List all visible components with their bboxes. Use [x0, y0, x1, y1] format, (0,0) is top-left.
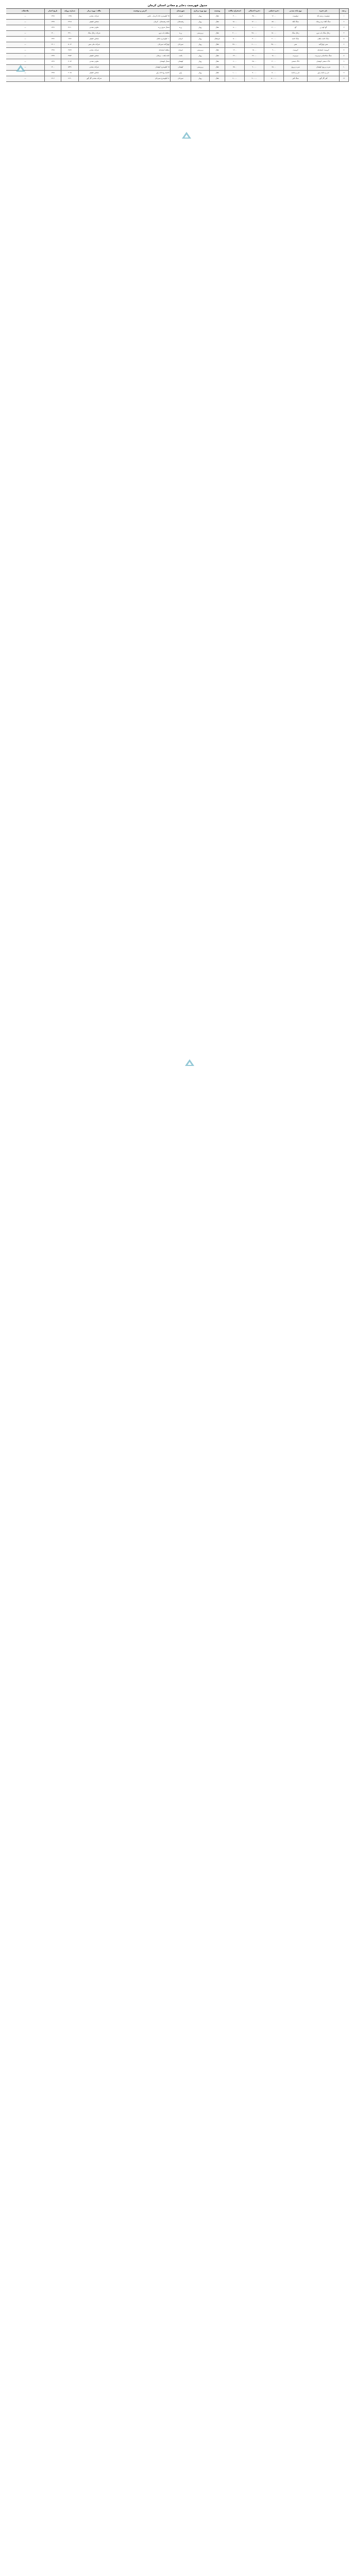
table-cell: منطقه باب نیزو — [110, 31, 171, 37]
table-cell: ۸۵۰۰۰ — [264, 20, 284, 25]
table-cell: شخص حقیقی — [79, 37, 110, 42]
table-cell: ۲۵۰۰۰۰ — [245, 31, 264, 37]
table-cell: خاک صنعتی کوهبنان — [308, 59, 340, 65]
table-cell: گچ کوه زر — [308, 25, 340, 31]
table-cell: ۷۰۰۰۰ — [245, 71, 264, 76]
table-cell: ۱۵ کیلومتری کوهبنان — [110, 65, 171, 71]
table-cell: شرکت معدنی — [79, 14, 110, 20]
table-cell: روباز — [191, 42, 210, 48]
table-cell: ۴۵۰۰۰ — [245, 59, 264, 65]
table-cell: زرند — [171, 25, 191, 31]
table-cell: ۱۰۰۰۰ — [225, 71, 245, 76]
table-cell: زرند — [171, 31, 191, 37]
column-header: نام ذخیره — [308, 9, 340, 14]
table-cell: روباز — [191, 54, 210, 59]
logo-watermark-icon — [182, 132, 191, 139]
table-cell: بافت — [171, 54, 191, 59]
logo-watermark-icon — [16, 65, 25, 72]
table-cell: ۶۵۰۰۰ — [264, 65, 284, 71]
table-cell: ۴ — [340, 31, 349, 37]
table-cell: زغال سنگ باب نیزو — [308, 31, 340, 37]
table-cell: ۱۳۹۹ — [45, 59, 61, 65]
table-cell: کرمان — [171, 14, 191, 20]
table-cell: سیرجان — [171, 42, 191, 48]
table-cell: ۲۶۰۰۰ — [245, 54, 264, 59]
table-cell: ۱۳۹۸ — [45, 48, 61, 54]
table-cell: ۵۳۳۱ — [61, 65, 79, 71]
table-cell: کرومیت اسفندقه — [308, 48, 340, 54]
table-cell: ۷ — [340, 48, 349, 54]
table-cell: ۳۰۰۰۰ — [264, 59, 284, 65]
table-cell: زیرزمینی — [191, 65, 210, 71]
table-cell: کرومیت — [284, 48, 308, 54]
table-row — [6, 59, 349, 65]
table-cell: ۴۰۰۰۰ — [225, 31, 245, 37]
table-cell: — — [6, 48, 45, 54]
table-cell: ۵۰۰۰۰۰ — [264, 76, 284, 82]
table-cell: روباز — [191, 37, 210, 42]
table-cell: سنگ ساختمانی مرمریت — [308, 54, 340, 59]
table-cell: ۵۰۰۰ — [225, 37, 245, 42]
table-cell: فعال — [210, 31, 225, 37]
table-cell: ۱۵۰۰۰ — [225, 20, 245, 25]
table-cell: ۵۰۰۰۰ — [264, 71, 284, 76]
table-row — [6, 48, 349, 54]
table-cell: ۱۳۹۸ — [45, 71, 61, 76]
table-cell: — — [6, 20, 45, 25]
table-cell: ۷۵۰۰ — [225, 65, 245, 71]
table-cell: ۹۰۰۰ — [264, 48, 284, 54]
table-cell: چهارگنبد سیرجان — [110, 42, 171, 48]
table-cell: ۱ — [340, 14, 349, 20]
table-cell: راور — [171, 71, 191, 76]
table-cell: — — [6, 42, 45, 48]
table-cell: ۶۰۰۰ — [225, 59, 245, 65]
table-cell: ۴۰۲۳ — [61, 59, 79, 65]
table-cell: ۳۵۰۰۰ — [245, 14, 264, 20]
table-cell: شخص حقیقی — [79, 71, 110, 76]
table-cell: شرکت ملی مس — [79, 42, 110, 48]
table-header-row — [6, 9, 349, 14]
table-cell: — — [6, 31, 45, 37]
table-cell: شرکت معدنی — [79, 48, 110, 54]
table-cell: سنگ لاشه — [284, 37, 308, 42]
table-cell: شن و ماسه راور — [308, 71, 340, 76]
table-cell: ۳۰۰۰۰ — [245, 37, 264, 42]
table-cell: سیرجان — [171, 76, 191, 82]
table-cell: شن و ماسه — [284, 71, 308, 76]
table-cell: حاشیه رودخانه راور — [110, 71, 171, 76]
table-cell: ۹۰۰۰۰۰ — [245, 76, 264, 82]
table-cell: ۱۲۰۰۰۰ — [245, 20, 264, 25]
table-cell: جاده بافت - بزنجان — [110, 54, 171, 59]
table-row — [6, 76, 349, 82]
column-header: آدرس و موقعیت — [110, 9, 171, 14]
table-body — [6, 14, 349, 82]
table-cell: ۲۵۰۰۰ — [225, 42, 245, 48]
table-row — [6, 25, 349, 31]
table-cell: ۳۵۰۰۰۰ — [264, 42, 284, 48]
table-row — [6, 42, 349, 48]
table-cell: ۶۰۰۰۰ — [225, 76, 245, 82]
table-row — [6, 14, 349, 20]
table-cell: ۱۴۰۰ — [45, 31, 61, 37]
table-cell: مس — [284, 42, 308, 48]
table-cell: روباز — [191, 59, 210, 65]
table-row — [6, 31, 349, 37]
table-cell: ۱۱ — [340, 71, 349, 76]
table-cell: زیرزمینی — [191, 48, 210, 54]
document-sheet — [6, 3, 349, 2568]
table-cell: ۲۰۹۸ — [61, 71, 79, 76]
column-header: ردیف — [340, 9, 349, 14]
table-cell: سنگ آهک — [284, 20, 308, 25]
document-title: جدول فهرست ذخایر و معادن استان کرمان — [147, 4, 208, 7]
table-cell: ۱۵۰۰۰۰ — [264, 31, 284, 37]
column-header: ملاحظات — [6, 9, 45, 14]
table-cell: ۱۵۰۰۰ — [245, 48, 264, 54]
column-header: نوع بهره برداری — [191, 9, 210, 14]
table-cell: — — [6, 59, 45, 65]
table-cell: کوهبنان — [171, 65, 191, 71]
table-cell: ۸۰۰۰ — [225, 25, 245, 31]
table-cell: فعال — [210, 54, 225, 59]
table-cell: ۵ — [340, 37, 349, 42]
table-cell: ۱۸۷۶ — [61, 37, 79, 42]
table-cell: شرکت معدنی — [79, 65, 110, 71]
table-cell: ۱۸۰۰۰ — [264, 54, 284, 59]
table-cell: — — [6, 76, 45, 82]
column-header: شماره پروانه — [61, 9, 79, 14]
table-cell: ۲۵ کیلومتری جاده کرمان - باغین — [110, 14, 171, 20]
table-cell: ۱۲۰۰۰ — [264, 14, 284, 20]
table-cell: زیرزمینی — [191, 31, 210, 37]
table-cell: فعال — [210, 48, 225, 54]
table-cell: ۶۰۰۰۰۰ — [245, 42, 264, 48]
table-cell: ۲۲۰۰ — [225, 54, 245, 59]
table-cell: شرکت زغال سنگ — [79, 31, 110, 37]
table-row — [6, 71, 349, 76]
table-cell: شخص حقیقی — [79, 20, 110, 25]
table-cell: دولومیت — [284, 14, 308, 20]
table-cell: فعال — [210, 59, 225, 65]
table-cell: کوهبنان — [171, 59, 191, 65]
table-cell: شمال شرق زرند — [110, 25, 171, 31]
table-cell: روباز — [191, 76, 210, 82]
table-cell: ۹۰۰۰۰ — [245, 65, 264, 71]
table-cell: گچ — [284, 25, 308, 31]
table-cell: فعال — [210, 76, 225, 82]
table-row — [6, 54, 349, 59]
table-cell: ۴۴۱۰ — [61, 31, 79, 37]
table-cell: ۲۰۰۰۰ — [264, 37, 284, 42]
table-cell: ۳۶۵۴ — [61, 54, 79, 59]
table-cell: ۶ — [340, 42, 349, 48]
table-cell: شمال کوهبنان — [110, 59, 171, 65]
table-cell: — — [6, 71, 45, 76]
table-cell: ۱۴۰۱ — [45, 42, 61, 48]
table-cell: ۳ — [340, 25, 349, 31]
table-cell: — — [6, 14, 45, 20]
table-cell: فعال — [210, 42, 225, 48]
table-cell: تعاونی معدنی — [79, 25, 110, 31]
table-cell: — — [6, 65, 45, 71]
table-cell: خاک صنعتی — [284, 59, 308, 65]
table-cell: سرب و روی — [284, 65, 308, 71]
mines-table — [6, 8, 349, 82]
table-cell: فعال — [210, 20, 225, 25]
table-cell: — — [6, 25, 45, 31]
table-cell: دولومیت رستم آباد — [308, 14, 340, 20]
table-cell: جاده رفسنجان - کرمان — [110, 20, 171, 25]
table-cell: ۱۰ کیلومتری ماهان — [110, 37, 171, 42]
table-cell: ۸ — [340, 54, 349, 59]
table-cell: ۶۱۲۰ — [61, 76, 79, 82]
table-cell: آهن گل گهر — [308, 76, 340, 82]
table-cell: ۱۴۰۰ — [45, 65, 61, 71]
table-cell: روباز — [191, 14, 210, 20]
table-cell: ۱۳۹۷ — [45, 54, 61, 59]
table-cell: رفسنجان — [171, 20, 191, 25]
column-header: شهرستان — [171, 9, 191, 14]
table-cell: زغال سنگ — [284, 31, 308, 37]
table-cell: ۱۲ — [340, 76, 349, 82]
table-cell: سنگ لاشه ماهان — [308, 37, 340, 42]
table-cell: — — [6, 54, 45, 59]
table-cell: شخص حقیقی — [79, 54, 110, 59]
table-cell: ۴۰۰۰۰ — [264, 25, 284, 31]
table-cell: ۱۳۹۶ — [45, 37, 61, 42]
table-cell: ۲۷۸۹ — [61, 48, 79, 54]
column-header: ذخیره احتمالی — [245, 9, 264, 14]
table-cell: روباز — [191, 20, 210, 25]
table-cell: مرمریت — [284, 54, 308, 59]
column-header: مالک / بهره بردار — [79, 9, 110, 14]
table-cell: ۳۰۰۰ — [225, 14, 245, 20]
table-cell: تعاونی معدنی — [79, 59, 110, 65]
table-row — [6, 65, 349, 71]
table-cell: ۵۰۱۲ — [61, 42, 79, 48]
table-cell: — — [6, 37, 45, 42]
table-cell: ۱۳۹۸ — [45, 14, 61, 20]
column-header: استخراج سالانه — [225, 9, 245, 14]
table-cell: سنگ آهن — [284, 76, 308, 82]
table-cell: ۹ — [340, 59, 349, 65]
table-cell: فعال — [210, 25, 225, 31]
column-header: ذخیره قطعی — [264, 9, 284, 14]
table-cell: ۱۰ — [340, 65, 349, 71]
table-cell: کرمان — [171, 37, 191, 42]
column-header: نوع ماده معدنی — [284, 9, 308, 14]
table-cell: ۵۰ کیلومتری سیرجان — [110, 76, 171, 82]
table-cell: سنگ آهک دره زرشک — [308, 20, 340, 25]
table-cell: ۱۳۹۹ — [45, 25, 61, 31]
table-cell: ۳۱۲۰ — [61, 25, 79, 31]
table-cell: ۱۲۰۰ — [225, 48, 245, 54]
table-cell: منطقه اسفندقه — [110, 48, 171, 54]
table-cell: ۱۲۴۵ — [61, 14, 79, 20]
table-cell: ۶۰۰۰۰ — [245, 25, 264, 31]
table-cell: شرکت معدنی گل گهر — [79, 76, 110, 82]
table-cell: فعال — [210, 71, 225, 76]
table-cell: ۲ — [340, 20, 349, 25]
table-cell: فعال — [210, 65, 225, 71]
table-cell: مس چهارگنبد — [308, 42, 340, 48]
table-cell: سرب و روی کوهبنان — [308, 65, 340, 71]
table-cell: جیرفت — [171, 48, 191, 54]
table-cell: روباز — [191, 25, 210, 31]
logo-watermark-icon — [185, 1059, 194, 1066]
table-cell: غیرفعال — [210, 37, 225, 42]
table-cell: ۱۴۰۲ — [45, 76, 61, 82]
table-cell: فعال — [210, 14, 225, 20]
table-cell: ۱۳۹۷ — [45, 20, 61, 25]
column-header: تاریخ اعتبار — [45, 9, 61, 14]
table-row — [6, 20, 349, 25]
table-cell: روباز — [191, 71, 210, 76]
column-header: وضعیت — [210, 9, 225, 14]
table-cell: ۲۳۱۸ — [61, 20, 79, 25]
table-row — [6, 37, 349, 42]
